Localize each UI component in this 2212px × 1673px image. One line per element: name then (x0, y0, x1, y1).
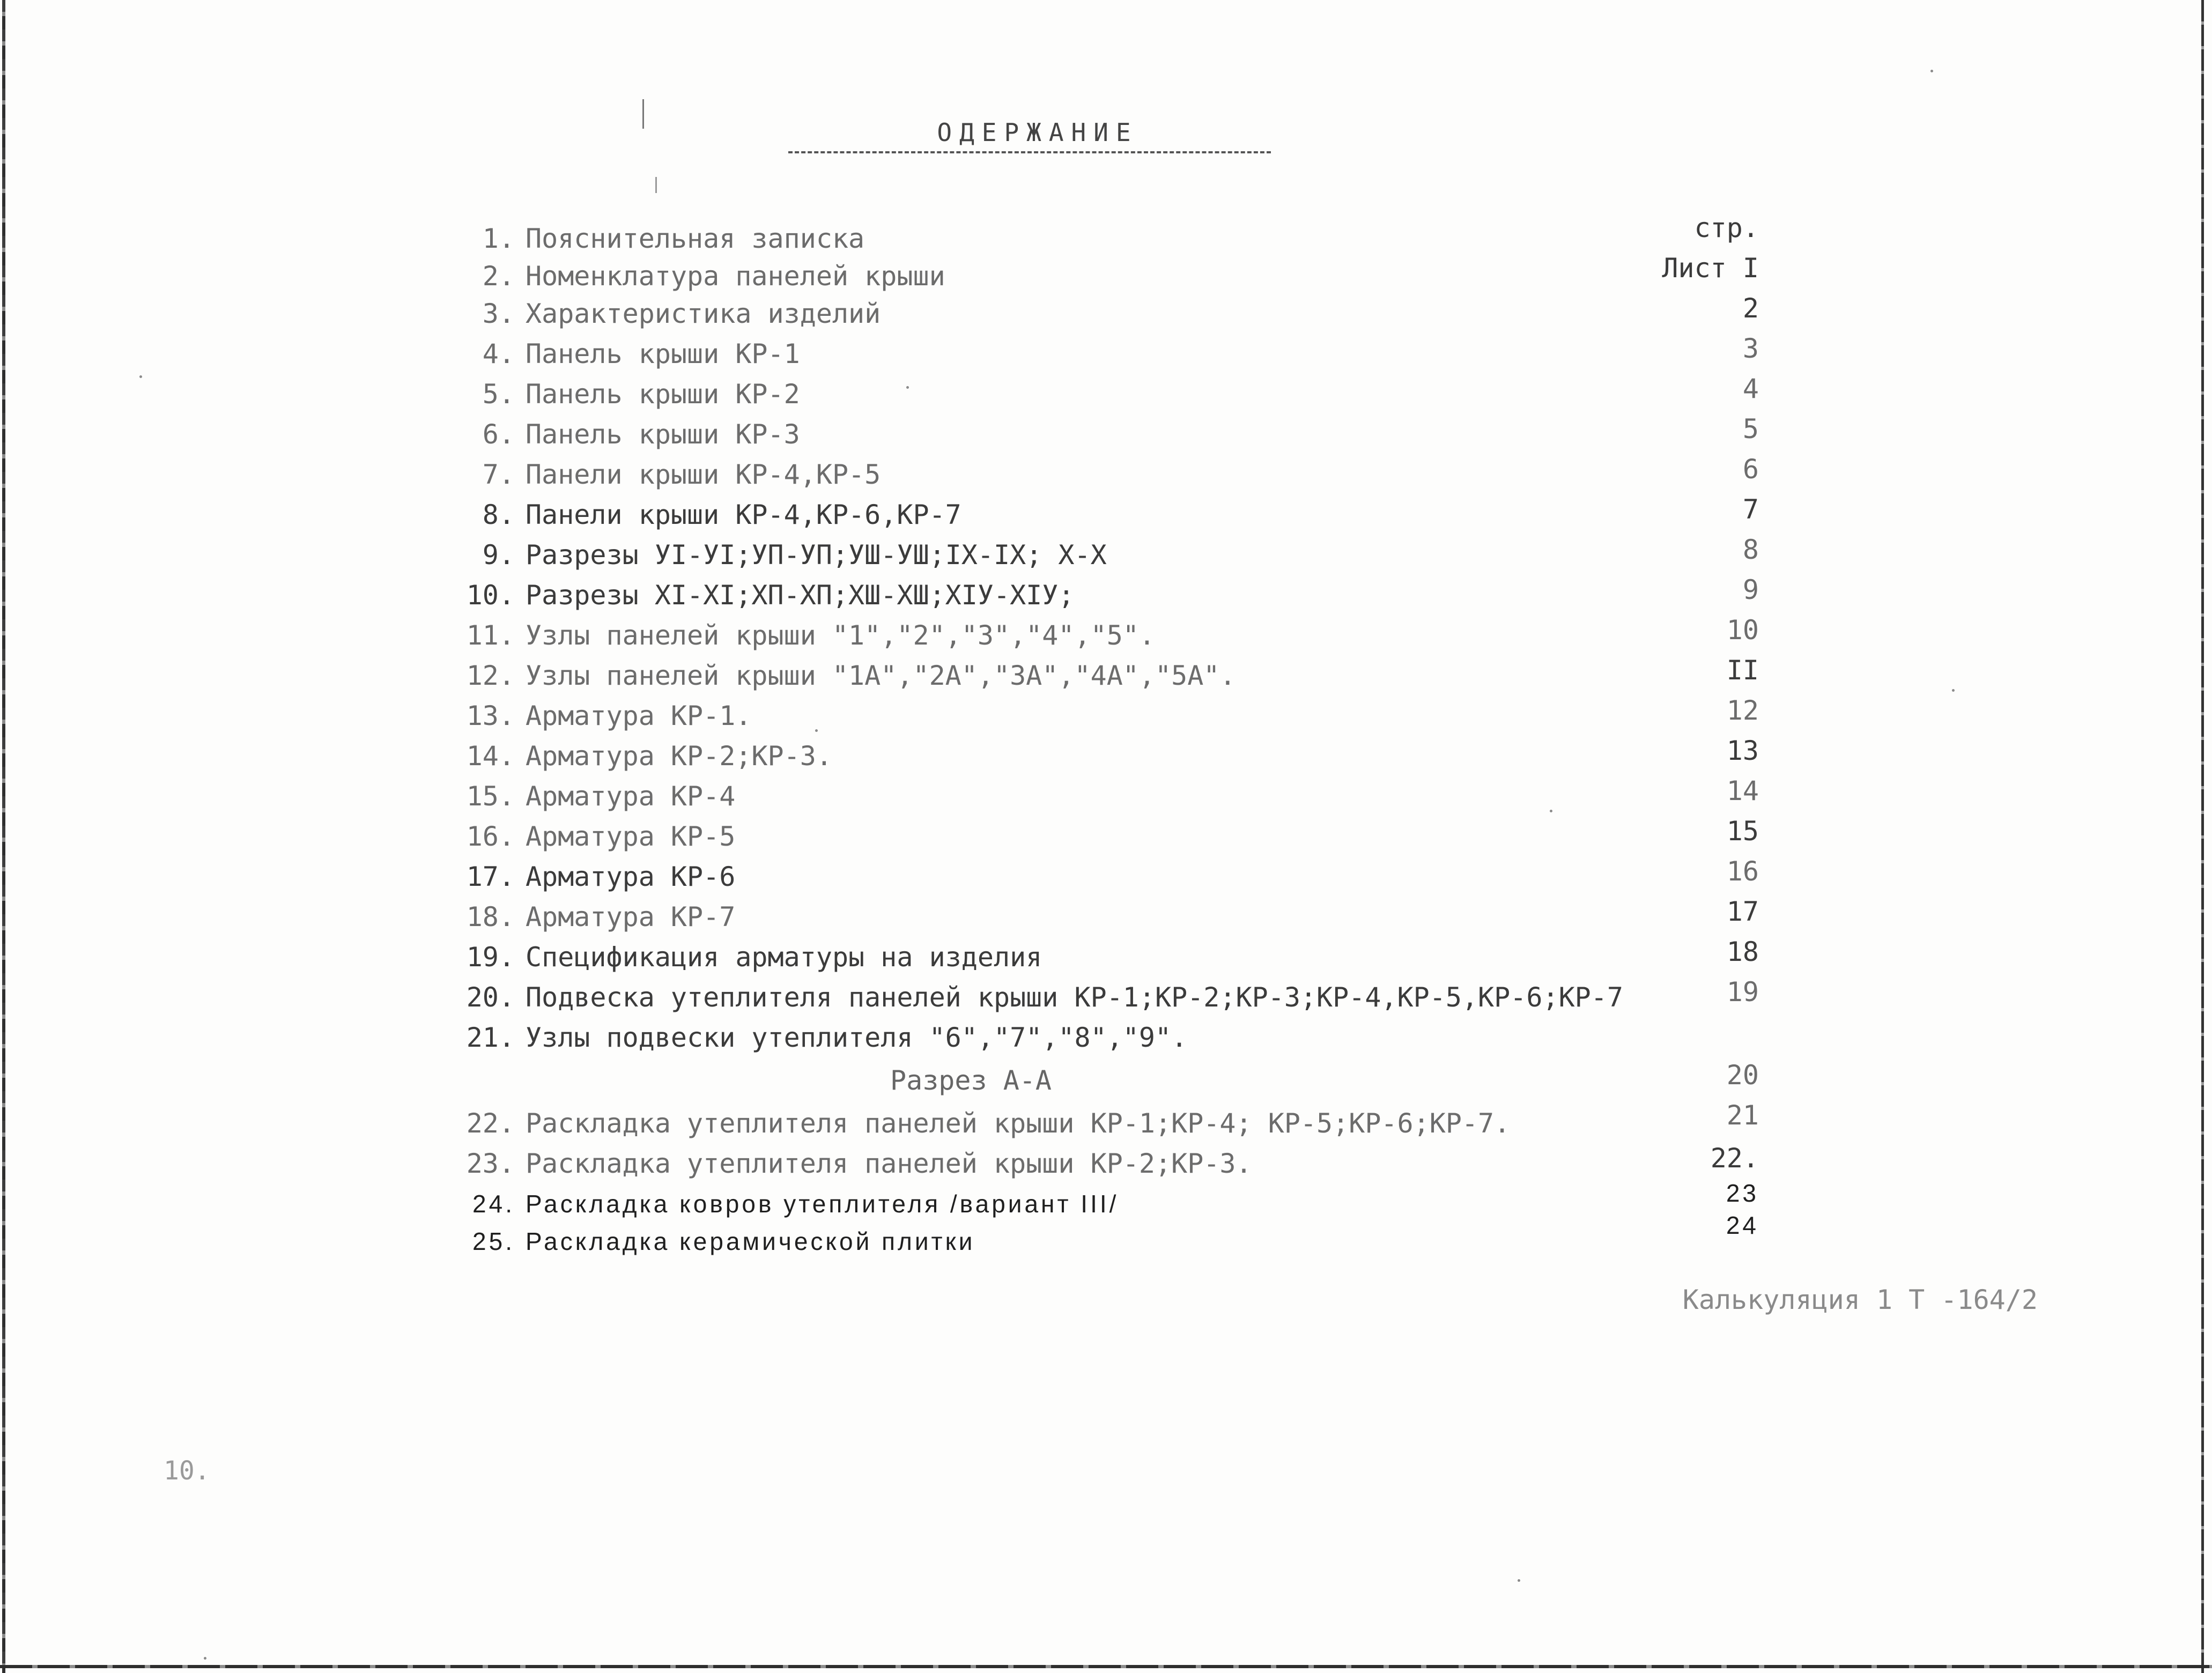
toc-item-page: 13 (1726, 735, 1759, 766)
toc-item (440, 416, 1737, 453)
toc-item (440, 778, 1737, 815)
toc-item-number: 6. (482, 419, 515, 450)
toc-item-number: 11. (466, 620, 515, 651)
toc-item (440, 576, 1737, 614)
toc-item-page: 21 (1726, 1100, 1759, 1131)
toc-item-number: 19. (466, 942, 515, 973)
toc-item (440, 220, 1737, 257)
toc-item-number: 8. (482, 499, 515, 530)
toc-item-page: 3 (1742, 333, 1759, 364)
toc-item-number: 1. (482, 223, 515, 254)
page-column-header: стр. (1694, 212, 1759, 243)
scan-speck (815, 729, 818, 732)
toc-item (440, 456, 1737, 493)
toc-item-title: Панель крыши КР-2 (526, 379, 800, 410)
scan-edge-left (2, 0, 5, 1673)
toc-item-page: 9 (1742, 574, 1759, 605)
toc-item (440, 938, 1737, 976)
toc-item-title: Арматура КР-7 (526, 901, 736, 932)
toc-item-number: 7. (482, 459, 515, 490)
title-underline (788, 151, 1271, 153)
toc-item-title: Узлы подвески утеплителя "6","7","8","9". (526, 1022, 1188, 1053)
toc-item-page: 24 (1726, 1211, 1759, 1239)
toc-item-page: 23 (1726, 1179, 1759, 1207)
toc-item (440, 375, 1737, 413)
scan-speck (139, 375, 142, 378)
scan-speck (1550, 810, 1552, 812)
toc-item-page: 4 (1742, 373, 1759, 404)
toc-item-page: 17 (1726, 896, 1759, 927)
toc-item-number: 9. (482, 539, 515, 571)
calculation-reference: Калькуляция 1 Т -164/2 (1682, 1284, 2038, 1315)
scan-speck (1952, 689, 1955, 692)
document-title: ОДЕРЖАНИЕ (937, 118, 1138, 147)
toc-item-title: Раскладка утеплителя панелей крыши КР-2;КР-3. (526, 1148, 1252, 1179)
toc-item-page: 20 (1726, 1060, 1759, 1091)
toc-item-page: 8 (1742, 534, 1759, 565)
scan-speck (1518, 1579, 1520, 1582)
toc-item-title: Узлы панелей крыши "1А","2А","3А","4А","5А". (526, 660, 1236, 691)
toc-item-title: Раскладка керамической плитки (526, 1227, 975, 1255)
toc-item-number: 16. (466, 821, 515, 852)
toc-item-page: 7 (1742, 494, 1759, 525)
toc-item-number: 18. (466, 901, 515, 932)
toc-item-number: 10. (466, 580, 515, 611)
toc-item-title: Спецификация арматуры на изделия (526, 942, 1042, 973)
toc-item-page: 6 (1742, 454, 1759, 485)
toc-item-number: 13. (466, 700, 515, 731)
toc-item (440, 1105, 1737, 1142)
toc-item (440, 1019, 1737, 1056)
toc-item-page: 15 (1726, 816, 1759, 847)
toc-item-title: Характеристика изделий (526, 298, 881, 329)
toc-item-title: Панель крыши КР-1 (526, 338, 800, 369)
toc-item (440, 898, 1737, 936)
toc-item-number: 22. (466, 1108, 515, 1139)
toc-item-number: 12. (466, 660, 515, 691)
pencil-mark (642, 99, 644, 129)
toc-item-title: Арматура КР-6 (526, 861, 736, 892)
toc-item (440, 979, 1737, 1016)
scan-speck (1930, 70, 1933, 72)
toc-item-number: 5. (482, 379, 515, 410)
toc-item-title: Панели крыши КР-4,КР-6,КР-7 (526, 499, 961, 530)
toc-item-title: Арматура КР-2;КР-3. (526, 741, 832, 772)
toc-item-title: Узлы панелей крыши "1","2","3","4","5". (526, 620, 1155, 651)
toc-item-title: Арматура КР-4 (526, 781, 736, 812)
toc-item-number: 17. (466, 861, 515, 892)
toc-item-title: Разрезы XI-XI;XП-XП;XШ-XШ;XIУ-XIУ; (526, 580, 1075, 611)
toc-item-page: 2 (1742, 293, 1759, 324)
toc-item-number: 4. (482, 338, 515, 369)
toc-item (440, 818, 1737, 855)
toc-item-number: 23. (466, 1148, 515, 1179)
toc-item-title: Разрезы УI-УI;УП-УП;УШ-УШ;IX-IX; X-X (526, 539, 1107, 571)
toc-item-page: 10 (1726, 615, 1759, 646)
toc-item-page: 14 (1726, 775, 1759, 806)
toc-item-number: 25. (472, 1227, 515, 1255)
toc-item-title: Раскладка утеплителя панелей крыши КР-1;КР-4; КР-5;КР-6;КР-7. (526, 1108, 1511, 1139)
section-subheading: Разрез А-А (890, 1065, 1052, 1096)
toc-item-number: 15. (466, 781, 515, 812)
toc-item (440, 496, 1737, 534)
toc-item-page: II (1726, 655, 1759, 686)
toc-item (440, 1145, 1737, 1182)
toc-item (440, 617, 1737, 654)
toc-item-number: 2. (482, 261, 515, 292)
toc-item (440, 536, 1737, 574)
toc-item (440, 657, 1737, 694)
sheet-number: 10. (164, 1456, 210, 1486)
toc-item-page: 22. (1710, 1143, 1759, 1174)
toc-item (440, 697, 1737, 735)
toc-item-number: 14. (466, 741, 515, 772)
scan-edge-right (2201, 0, 2204, 1673)
toc-item-page: 16 (1726, 856, 1759, 887)
toc-item (440, 295, 1737, 332)
scan-speck (204, 1657, 206, 1660)
toc-item-page: 19 (1726, 976, 1759, 1008)
pencil-mark (655, 177, 657, 193)
toc-item-number: 21. (466, 1022, 515, 1053)
toc-item-page: 5 (1742, 413, 1759, 445)
toc-item-title: Раскладка ковров утеплителя /вариант III/ (526, 1190, 1119, 1218)
toc-item (440, 335, 1737, 373)
toc-item-page: 18 (1726, 936, 1759, 967)
toc-item (440, 257, 1737, 295)
toc-item-title: Пояснительная записка (526, 223, 865, 254)
toc-item-title: Арматура КР-1. (526, 700, 752, 731)
toc-item-title: Номенклатура панелей крыши (526, 261, 945, 292)
toc-item-title: Арматура КР-5 (526, 821, 736, 852)
toc-item-number: 24. (472, 1190, 515, 1218)
toc-item-number: 20. (466, 982, 515, 1013)
toc-item-page: Лист I (1662, 253, 1759, 284)
toc-item-page: 12 (1726, 695, 1759, 726)
toc-item-title: Подвеска утеплителя панелей крыши КР-1;КР-2;КР-3;КР-4,КР-5,КР-6;КР-7 (526, 982, 1623, 1013)
toc-item (440, 1223, 1737, 1260)
toc-item-number: 3. (482, 298, 515, 329)
scan-edge-bottom (0, 1665, 2212, 1668)
toc-item-title: Панели крыши КР-4,КР-5 (526, 459, 881, 490)
scan-speck (906, 386, 909, 389)
toc-item-title: Панель крыши КР-3 (526, 419, 800, 450)
toc-item (440, 737, 1737, 775)
toc-item (440, 1185, 1737, 1223)
toc-item (440, 858, 1737, 895)
